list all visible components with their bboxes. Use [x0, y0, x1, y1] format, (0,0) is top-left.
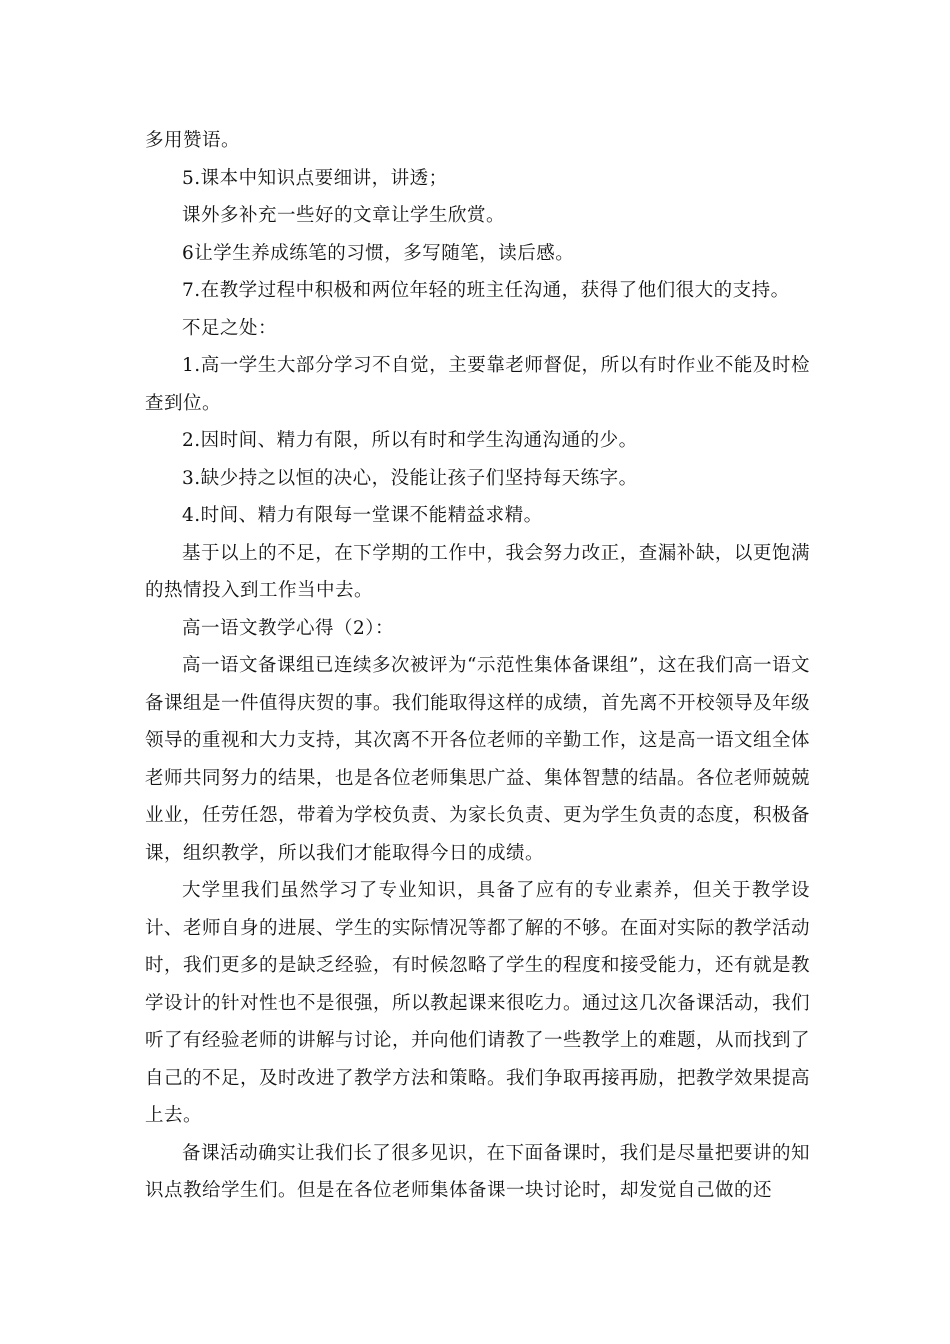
section-heading: 不足之处：	[182, 317, 278, 339]
paragraph: 5.课本中知识点要细讲，讲透；	[182, 167, 448, 189]
paragraph: 4.时间、精力有限每一堂课不能精益求精。	[182, 505, 543, 526]
paragraph: 备课活动确实让我们长了很多见识，在下面备课时，我们是尽量把要讲的知识点教给学生们。但是在各位老师集体备课一块讨论时，却发觉自己做的还	[145, 1142, 810, 1201]
paragraph: 大学里我们虽然学习了专业知识，具备了应有的专业素养，但关于教学设计、老师自身的进展、学生的实际情况等都了解的不够。在面对实际的教学活动时，我们更多的是缺乏经验，有时候忽略了学生的程度和接受能力，还有就是教学设计的针对性也不是很强，所以教起课来很吃力。通过这几次备课活动，我们听了有经验老师的讲解与讨论，并向他们请教了一些教学上的难题，从而找到了自己的不足，及时改进了教学方法和策略。我们争取再接再励，把教学效果提高上去。	[145, 880, 811, 1126]
paragraph: 2.因时间、精力有限，所以有时和学生沟通沟通的少。	[182, 430, 638, 451]
paragraph: 高一语文备课组已连续多次被评为“示范性集体备课组”，这在我们高一语文备课组是一件值得庆贺的事。我们能取得这样的成绩，首先离不开校领导及年级领导的重视和大力支持，其次离不开各位老师的辛勤工作，这是高一语文组全体老师共同努力的结果，也是各位老师集思广益、集体智慧的结晶。各位老师兢兢业业，任劳任怨，带着为学校负责、为家长负责、更为学生负责的态度，积极备课，组织教学，所以我们才能取得今日的成绩。	[145, 655, 811, 864]
paragraph: 基于以上的不足，在下学期的工作中，我会努力改正，查漏补缺，以更饱满的热情投入到工作当中去。	[145, 542, 810, 601]
paragraph: 多用赞语。	[145, 130, 241, 151]
section-heading: 高一语文教学心得（2）：	[182, 617, 395, 639]
paragraph: 1.高一学生大部分学习不自觉，主要靠老师督促，所以有时作业不能及时检查到位。	[145, 355, 810, 414]
paragraph: 7.在教学过程中积极和两位年轻的班主任沟通，获得了他们很大的支持。	[182, 280, 790, 301]
paragraph: 3.缺少持之以恒的决心，没能让孩子们坚持每天练字。	[182, 467, 638, 489]
paragraph: 课外多补充一些好的文章让学生欣赏。	[182, 205, 506, 226]
paragraph: 6让学生养成练笔的习惯，多写随笔，读后感。	[182, 242, 575, 264]
document-body	[145, 122, 810, 1210]
